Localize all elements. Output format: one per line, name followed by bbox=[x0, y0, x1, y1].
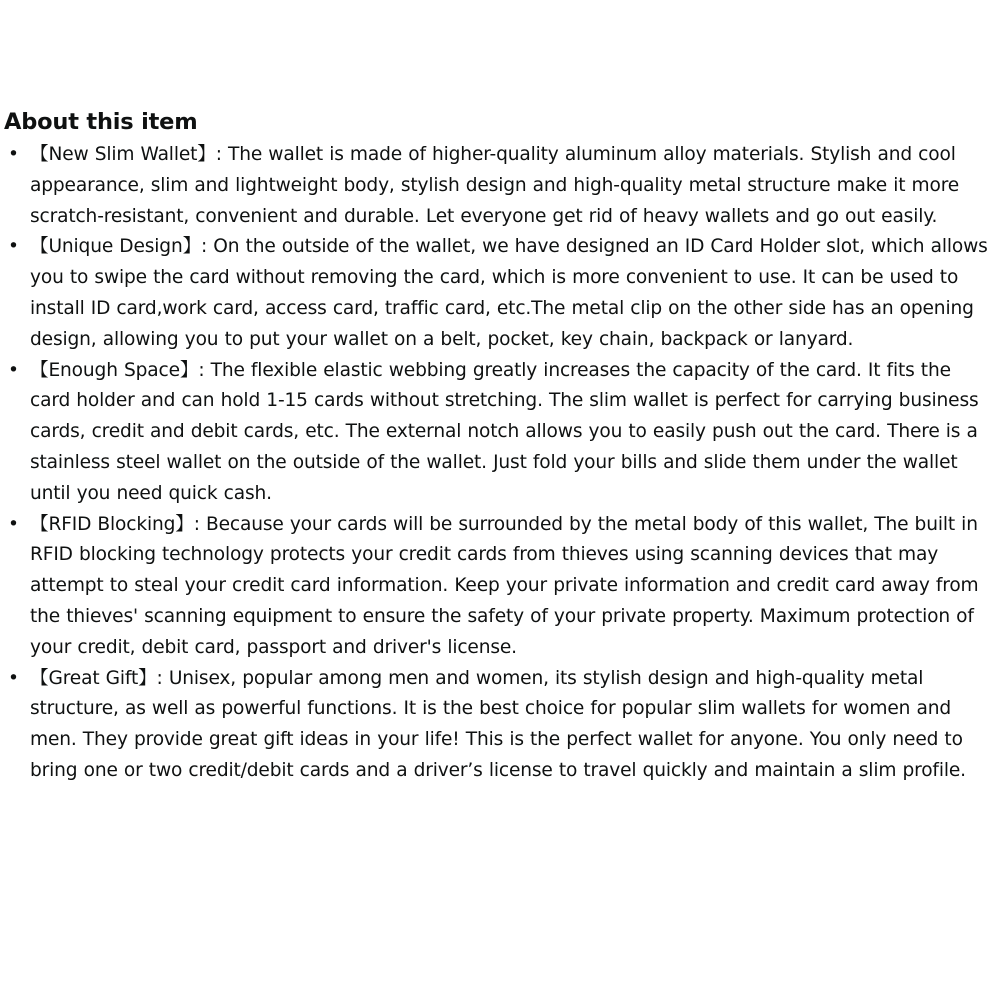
bullet-dot-icon: • bbox=[8, 144, 19, 165]
feature-bullet-text: 【Enough Space】: The flexible elastic webbing greatly increases the capacity of the card. It fits the card holder and can hold 1-15 cards without stretching. The slim wallet is perfect for carrying business cards, credit and debit cards, etc. The external notch allows you to easily push out the card. There is a stainless steel wallet on the outside of the wallet. Just fold your bills and slide them under the wallet until you need quick cash. bbox=[30, 359, 979, 504]
feature-bullet-unique-design bbox=[4, 232, 994, 355]
feature-bullet-great-gift bbox=[4, 664, 994, 787]
feature-bullet-text: 【RFID Blocking】: Because your cards will be surrounded by the metal body of this wallet, The built in RFID blocking technology protects your credit cards from thieves using scanning devices that may attempt to steal your credit card information. Keep your private information and credit card away from the thieves' scanning equipment to ensure the safety of your private property. Maximum protection of your credit, debit card, passport and driver's license. bbox=[30, 513, 979, 658]
feature-bullet-text: 【Unique Design】: On the outside of the wallet, we have designed an ID Card Holder slot, which allows you to swipe the card without removing the card, which is more convenient to use. It can be used to install ID card,work card, access card, traffic card, etc.The metal clip on the other side has an opening design, allowing you to put your wallet on a belt, pocket, key chain, backpack or lanyard. bbox=[30, 236, 988, 350]
bullet-dot-icon: • bbox=[8, 359, 19, 381]
feature-bullet-text: 【Great Gift】: Unisex, popular among men and women, its stylish design and high-quality metal structure, as well as powerful functions. It is the best choice for popular slim wallets for women and men. They provide great gift ideas in your life! This is the perfect wallet for anyone. You only need to bring one or two credit/debit cards and a driver’s license to travel quickly and maintain a slim profile. bbox=[30, 667, 966, 781]
feature-bullet-text: 【New Slim Wallet】: The wallet is made of higher-quality aluminum alloy materials. Stylish and cool appearance, slim and lightweight body, stylish design and high-quality metal structure make it more scratch-resistant, convenient and durable. Let everyone get rid of heavy wallets and go out easily. bbox=[30, 144, 960, 227]
section-heading: About this item bbox=[4, 109, 198, 135]
bullet-dot-icon: • bbox=[8, 513, 19, 535]
about-this-item-section bbox=[4, 104, 994, 787]
feature-bullet-list bbox=[4, 140, 994, 787]
bullet-dot-icon: • bbox=[8, 667, 19, 689]
feature-bullet-rfid-blocking bbox=[4, 510, 994, 664]
feature-bullet-enough-space bbox=[4, 356, 994, 510]
feature-bullet-new-slim-wallet bbox=[4, 140, 994, 232]
bullet-dot-icon: • bbox=[8, 236, 19, 258]
